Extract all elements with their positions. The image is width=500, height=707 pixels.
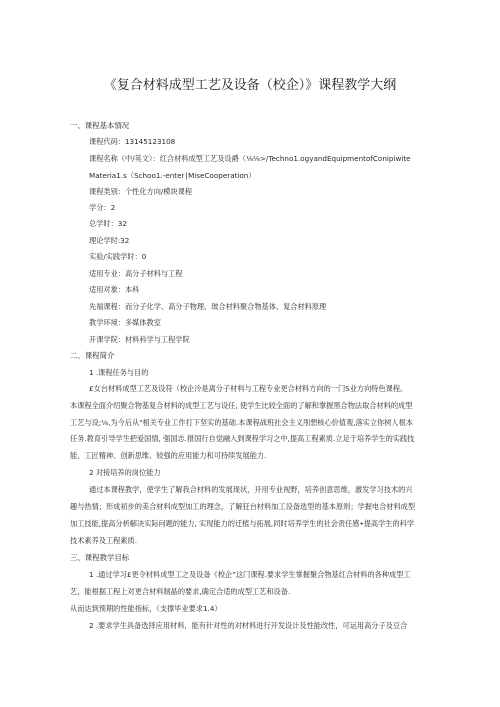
course-category: 课程类别：个性化方向/模块课程 bbox=[89, 187, 193, 196]
paragraph-line: 本课程全面介绍聚合物基复合材料的成型工艺与设任, 使学生比较全面的了解和掌握黑合物法取合材料的成型 bbox=[70, 401, 413, 410]
applicable-major: 适用专业：高分子材料与工程 bbox=[89, 269, 183, 278]
subheading-job-competency: 2 对接培养的岗位能力 bbox=[89, 468, 161, 477]
course-name: 课程名称（中/英文）：红合材料成型工艺及设爵（⅛⅛>/Techno1.ogyandEquipmentofConipiwite bbox=[89, 154, 411, 163]
section-heading-objectives: 三、课程教学目标 bbox=[70, 553, 130, 562]
subheading-task-purpose: 1 .课程任务与目的 bbox=[89, 368, 149, 377]
paragraph-line: £女台材料成型工艺及设符（校企冷是离分子材料与工程专业更合材料方向的一门S业方向特色课程。 bbox=[89, 384, 408, 393]
total-hours: 总学时：32 bbox=[89, 219, 127, 228]
paragraph-line: 加工技能,提高分析解决实际问题的能力, 实现能力的迁植与拓展,同时培养学生的社会责任感•提高学生的科学 bbox=[70, 519, 415, 528]
lab-hours: 实验/实践学时：0 bbox=[89, 252, 147, 261]
offering-college: 开课学院：材料科学与工程学院 bbox=[89, 335, 190, 344]
prerequisites: 先福课程：而分子化学、高分子物理、玻合材料聚合物基体、复合材料原理 bbox=[89, 302, 327, 311]
paragraph-line: 艺，能根据工程上对更合材料制晶的要求,确定合适的成型工艺和设备. bbox=[70, 587, 291, 596]
paragraph-line: 能、工匠精神、创新思维、较强的应用能力和可持续发展能力. bbox=[70, 451, 267, 460]
theory-hours: 理论学时:32 bbox=[89, 236, 130, 245]
paragraph-line: 趣与热情；形成初步的美合材料成型加工的理念，了解狂台材料加工设备选型的基本原则；学握电合材料成型 bbox=[70, 502, 416, 511]
course-name-continued: Materia1.s（Schoo1.-enter∣MiseCooperation） bbox=[89, 171, 256, 180]
document-title: 《复合材料成型工艺及设备（校企）》课程教学大纲 bbox=[103, 78, 397, 93]
paragraph-line: 1 .通过学习£更令材料成型工之及设备《校企”这门课程.要求学生掌握聚合物基红合材料的各种成型工 bbox=[89, 570, 411, 579]
teaching-environment: 教学环境：多媒体教室 bbox=[89, 318, 161, 327]
paragraph-line: 从而达到预期的性能指标，（支撑毕业要求1.4） bbox=[70, 604, 222, 613]
course-code: 课程代码：13145123108 bbox=[89, 137, 176, 146]
section-heading-course-intro: 二、课程简介 bbox=[70, 351, 115, 360]
paragraph-line: 2 .要求学生具备选择应用材料，能有针对性的对材料进行开发设计及性能改性，可运用高分子及豆合 bbox=[89, 621, 408, 630]
credits: 学分：2 bbox=[89, 203, 116, 212]
target-audience: 适用对象：本科 bbox=[89, 285, 140, 294]
section-heading-basic-info: 一、课程基本情况 bbox=[70, 121, 130, 130]
paragraph-line: 技术素养及工程素质. bbox=[70, 536, 137, 545]
paragraph-line: 通过本课程教学，使学生了解我合材料的发展现状，开用专业视野，培养创意思维，激发学习技术的兴 bbox=[89, 485, 413, 494]
paragraph-line: 任务.教育引导学生把爱国情, 强国志.报国行自觉融入到课程学习之中,提高工程素质.立足于培养学生的实践技 bbox=[70, 434, 415, 443]
paragraph-line: 工艺与设;⅛,为今后从"相关专业工作打下坚实的基础.本课程战班社会主义刖想核心价值观,落实立你树人根本 bbox=[70, 418, 413, 427]
